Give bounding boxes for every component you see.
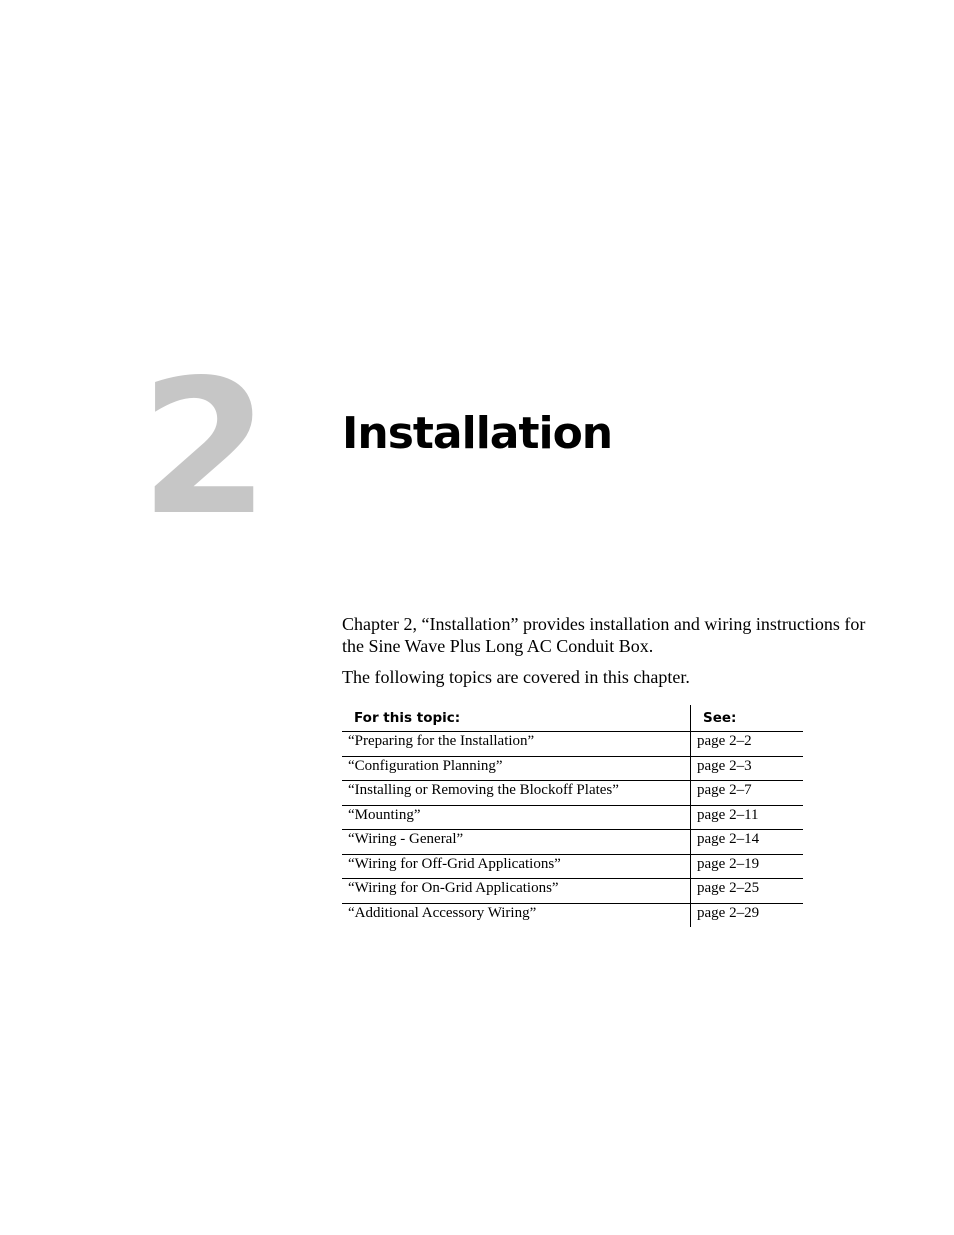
table-row xyxy=(342,854,803,879)
topic-cell: “Preparing for the Installation” xyxy=(342,732,691,757)
topic-cell: “Wiring for On-Grid Applications” xyxy=(342,879,691,904)
table-row xyxy=(342,879,803,904)
column-header-see: See: xyxy=(691,705,804,732)
column-header-topic: For this topic: xyxy=(342,705,691,732)
topic-cell: “Mounting” xyxy=(342,805,691,830)
table-row xyxy=(342,805,803,830)
table-header-row xyxy=(342,705,803,732)
table-row xyxy=(342,830,803,855)
page-cell: page 2–25 xyxy=(691,879,804,904)
topic-cell: “Additional Accessory Wiring” xyxy=(348,904,537,921)
topics-table xyxy=(342,705,803,927)
topic-cell: “Wiring for Off-Grid Applications” xyxy=(342,854,691,879)
table-row xyxy=(342,781,803,806)
intro-text xyxy=(342,613,882,697)
table-row xyxy=(342,756,803,781)
topic-cell: “Wiring - General” xyxy=(342,830,691,855)
page-cell: page 2–29 xyxy=(691,903,804,927)
topic-cell: “Configuration Planning” xyxy=(342,756,691,781)
page-cell: page 2–7 xyxy=(691,781,804,806)
page-cell: page 2–19 xyxy=(691,854,804,879)
topic-cell: “Installing or Removing the Blockoff Plates” xyxy=(342,781,691,806)
intro-paragraph: The following topics are covered in this chapter. xyxy=(342,667,690,687)
page-cell: page 2–11 xyxy=(691,805,804,830)
page-cell: page 2–2 xyxy=(691,732,804,757)
chapter-number: 2 xyxy=(140,339,266,556)
page-cell: page 2–3 xyxy=(691,756,804,781)
table-row xyxy=(342,903,803,927)
page-cell: page 2–14 xyxy=(691,830,804,855)
chapter-title: Installation xyxy=(342,408,613,459)
table-row xyxy=(342,732,803,757)
intro-paragraph: Chapter 2, “Installation” provides installation and wiring instructions for the Sine Wave Plus Long AC Conduit Box. xyxy=(342,614,866,656)
